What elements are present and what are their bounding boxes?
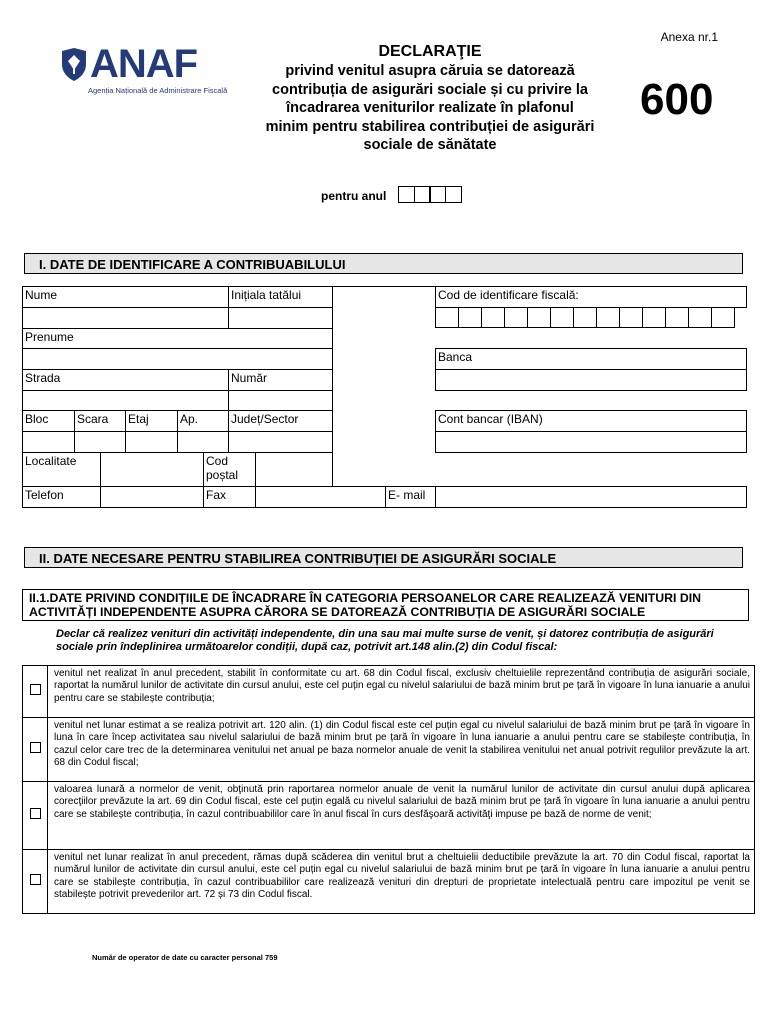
- title-main: DECLARAŢIE: [378, 43, 482, 60]
- condition-checkbox-cell[interactable]: [23, 666, 48, 718]
- checkbox[interactable]: [30, 684, 41, 695]
- bloc-field[interactable]: [22, 431, 75, 453]
- scara-label: Scara: [74, 410, 126, 432]
- condition-checkbox-cell[interactable]: [23, 850, 48, 914]
- ap-label: Ap.: [177, 410, 229, 432]
- email-label: E- mail: [385, 486, 436, 508]
- nume-label: Nume: [22, 286, 229, 308]
- spacer-column: [333, 286, 435, 487]
- cod-postal-field[interactable]: [255, 452, 333, 487]
- condition-text: venitul net realizat în anul precedent, stabilit în conformitate cu art. 68 din Codul fiscal, exclusiv cheltuielile reprezentând contribuția de asigurări sociale, raportat la numărul lunilor de activitate din cursul anului, este cel puțin egal cu nivelul salariului de bază minim brut pe țară în vigoare în luna ianuarie a anului pentru care se stabilește contribuția;: [48, 666, 755, 718]
- etaj-label: Etaj: [125, 410, 178, 432]
- prenume-field[interactable]: [22, 348, 333, 370]
- nume-field[interactable]: [22, 307, 229, 329]
- condition-row: [23, 718, 755, 782]
- numar-label: Număr: [228, 369, 333, 391]
- cif-digit-box[interactable]: [435, 307, 459, 328]
- condition-text: venitul net lunar estimat a se realiza potrivit art. 120 alin. (1) din Codul fiscal este cel puțin egal cu nivelul salariului de bază minim brut pe țară în vigoare în luna în care încep activitatea sau nivelul salariului de bază minim brut pe țară în vigoare în luna ianuarie a anului pentru care se stabilește contribuția, în cazul celor care trec de la determinarea venitului net anual pe baza normelor anuale de venit la stabilirea venitului net anual potrivit regulilor prevăzute la art. 68 din Codul fiscal;: [48, 718, 755, 782]
- condition-row: [23, 850, 755, 914]
- checkbox[interactable]: [30, 742, 41, 753]
- form-code: 600: [640, 75, 714, 124]
- condition-row: [23, 666, 755, 718]
- localitate-field[interactable]: [100, 452, 204, 487]
- judet-field[interactable]: [228, 431, 333, 453]
- cif-digit-box[interactable]: [688, 307, 712, 328]
- declaration-text: Declar că realizez venituri din activități independente, din una sau mai multe surse de venit, și datorez contribuția de asigurări sociale prin îndeplinirea următoarelor condiții, după caz, potrivit art.148 alin.(2) din Codul fiscal:: [56, 628, 714, 653]
- numar-field[interactable]: [228, 390, 333, 411]
- initiala-field[interactable]: [228, 307, 333, 329]
- initiala-label: Inițiala tatălui: [228, 286, 333, 308]
- year-digit-box[interactable]: [429, 186, 446, 203]
- year-digit-box[interactable]: [445, 186, 462, 203]
- fax-label: Fax: [203, 486, 256, 508]
- condition-text: valoarea lunară a normelor de venit, obţinută prin raportarea normelor anuale de venit la numărul lunilor de activitate din cursul anului după aplicarea corecţiilor prevăzute la art. 69 din Codul fiscal, este cel puțin egală cu nivelul salariului de bază minim brut pe țară în vigoare în luna ianuarie a anului pentru care se stabilește contribuția, în cazul contribuabililor care în anul fiscal în curs desfăşoară activităţi impuse pe bază de norme de venit;: [48, 782, 755, 850]
- cif-digit-box[interactable]: [550, 307, 574, 328]
- title-line: sociale de sănătate: [363, 137, 497, 153]
- section-2-header: II. DATE NECESARE PENTRU STABILIREA CONTRIBUȚIEI DE ASIGURĂRI SOCIALE: [24, 547, 743, 568]
- title-line: contribuția de asigurări sociale și cu privire la: [272, 81, 588, 98]
- title-line: încadrarea veniturilor realizate în plafonul: [286, 100, 574, 116]
- document-title: [232, 42, 628, 155]
- ap-field[interactable]: [177, 431, 229, 453]
- operator-number: Număr de operator de date cu caracter personal 759: [92, 953, 278, 962]
- anaf-shield-logo-icon: [60, 48, 88, 82]
- cif-digit-box[interactable]: [504, 307, 528, 328]
- localitate-label: Localitate: [22, 452, 101, 487]
- title-line: privind venitul asupra căruia se datorează: [285, 63, 575, 79]
- cont-field[interactable]: [435, 431, 747, 453]
- cif-digit-box[interactable]: [458, 307, 482, 328]
- condition-text: venitul net lunar realizat în anul precedent, rămas după scăderea din venitul brut a cheltuielii deductibile prevăzute la art. 70 din Codul fiscal, raportat la numărul lunilor de activitate din cursul anului, este cel puțin egal cu nivelul salariului de bază minim brut pe țară în vigoare în luna ianuarie a anului pentru care se stabilește contribuția, în cazul contribuabililor care realizează venituri din drepturi de proprietate intelectuală pentru care impozitul pe venit se stabilește potrivit prevederilor art. 72 și 73 din Codul fiscal.: [48, 850, 755, 914]
- checkbox[interactable]: [30, 874, 41, 885]
- judet-label: Județ/Sector: [228, 410, 333, 432]
- telefon-field[interactable]: [100, 486, 204, 508]
- telefon-label: Telefon: [22, 486, 101, 508]
- bloc-label: Bloc: [22, 410, 75, 432]
- cif-digit-box[interactable]: [573, 307, 597, 328]
- scara-field[interactable]: [74, 431, 126, 453]
- prenume-label: Prenume: [22, 328, 333, 349]
- section-1-header: I. DATE DE IDENTIFICARE A CONTRIBUABILULUI: [24, 253, 743, 274]
- cod-postal-label-line1: Cod: [206, 454, 229, 468]
- conditions-table: [22, 665, 755, 914]
- etaj-field[interactable]: [125, 431, 178, 453]
- cif-input[interactable]: [435, 307, 734, 328]
- logo-text: ANAF: [90, 42, 198, 86]
- cod-postal-label-line2: poștal: [206, 468, 239, 482]
- title-line: minim pentru stabilirea contribuției de asigurări: [265, 118, 595, 135]
- cif-digit-box[interactable]: [711, 307, 735, 328]
- cif-label: Cod de identificare fiscală:: [435, 286, 747, 308]
- cif-digit-box[interactable]: [481, 307, 505, 328]
- email-field[interactable]: [435, 486, 747, 508]
- fax-field[interactable]: [255, 486, 386, 508]
- cif-digit-box[interactable]: [665, 307, 689, 328]
- year-input[interactable]: [398, 186, 460, 203]
- section-2-1-header: II.1.DATE PRIVIND CONDIȚIILE DE ÎNCADRARE ÎN CATEGORIA PERSOANELOR CARE REALIZEAZĂ VENITURI DIN ACTIVITĂȚI INDEPENDENTE ASUPRA CĂRORA SE DATOREAZĂ CONTRIBUȚIA DE ASIGURĂRI SOCIALE: [22, 589, 749, 621]
- condition-row: [23, 782, 755, 850]
- year-digit-box[interactable]: [398, 186, 415, 203]
- year-label: pentru anul: [321, 189, 387, 203]
- cif-digit-box[interactable]: [642, 307, 666, 328]
- logo-subtitle: Agenția Națională de Administrare Fiscală: [88, 86, 228, 95]
- cif-digit-box[interactable]: [527, 307, 551, 328]
- checkbox[interactable]: [30, 808, 41, 819]
- annex-label: Anexa nr.1: [660, 30, 718, 44]
- cont-label: Cont bancar (IBAN): [435, 410, 747, 432]
- banca-label: Banca: [435, 348, 747, 370]
- cif-digit-box[interactable]: [619, 307, 643, 328]
- cif-digit-box[interactable]: [596, 307, 620, 328]
- cod-postal-label: [203, 452, 256, 487]
- banca-field[interactable]: [435, 369, 747, 391]
- strada-label: Strada: [22, 369, 229, 391]
- condition-checkbox-cell[interactable]: [23, 782, 48, 850]
- strada-field[interactable]: [22, 390, 229, 411]
- condition-checkbox-cell[interactable]: [23, 718, 48, 782]
- year-digit-box[interactable]: [414, 186, 431, 203]
